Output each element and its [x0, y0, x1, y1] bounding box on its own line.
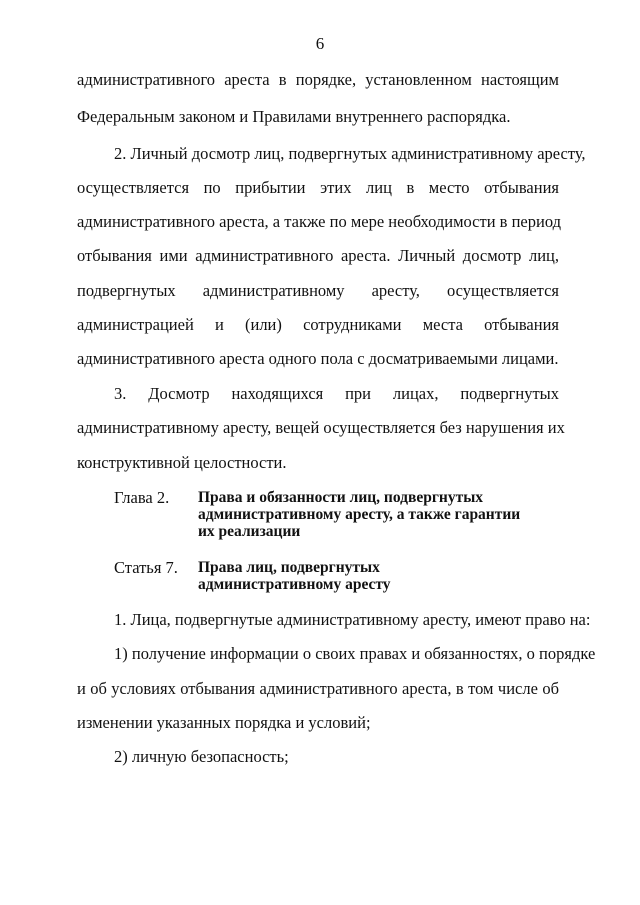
text-line: изменении указанных порядка и условий; — [77, 713, 371, 732]
text-line: 1) получение информации о своих правах и обязанностях, о порядке — [114, 644, 596, 663]
chapter-title-line: административному аресту, а также гарантии — [198, 506, 521, 523]
text-line: административному аресту, вещей осуществляется без нарушения их — [77, 418, 565, 437]
article-title-line: Права лиц, подвергнутых — [198, 559, 380, 576]
text-line: и об условиях отбывания административного ареста, в том числе об — [77, 679, 559, 698]
text-line: административного ареста в порядке, установленном настоящим — [77, 70, 559, 89]
text-line: 2. Личный досмотр лиц, подвергнутых административному аресту, — [114, 144, 586, 163]
text-line: администрацией и (или) сотрудниками места отбывания — [77, 315, 559, 334]
text-line: подвергнутых административному аресту, осуществляется — [77, 281, 559, 300]
chapter-title-line: их реализации — [198, 523, 301, 540]
page-number: 6 — [315, 34, 325, 53]
text-line: 3. Досмотр находящихся при лицах, подвергнутых — [114, 384, 559, 403]
chapter-label: Глава 2. — [114, 488, 170, 507]
text-line: отбывания ими административного ареста. Личный досмотр лиц, — [77, 246, 559, 265]
text-line: Федеральным законом и Правилами внутреннего распорядка. — [77, 107, 511, 126]
chapter-title-line: Права и обязанности лиц, подвергнутых — [198, 489, 484, 506]
text-line: конструктивной целостности. — [77, 453, 287, 472]
text-line: 1. Лица, подвергнутые административному аресту, имеют право на: — [114, 610, 591, 629]
text-line: административного ареста, а также по мере необходимости в период — [77, 212, 561, 231]
article-title-line: административному аресту — [198, 576, 391, 593]
article-label: Статья 7. — [114, 558, 178, 577]
text-line: административного ареста одного пола с досматриваемыми лицами. — [77, 349, 559, 368]
text-line: 2) личную безопасность; — [114, 747, 289, 766]
text-line: осуществляется по прибытии этих лиц в место отбывания — [77, 178, 559, 197]
